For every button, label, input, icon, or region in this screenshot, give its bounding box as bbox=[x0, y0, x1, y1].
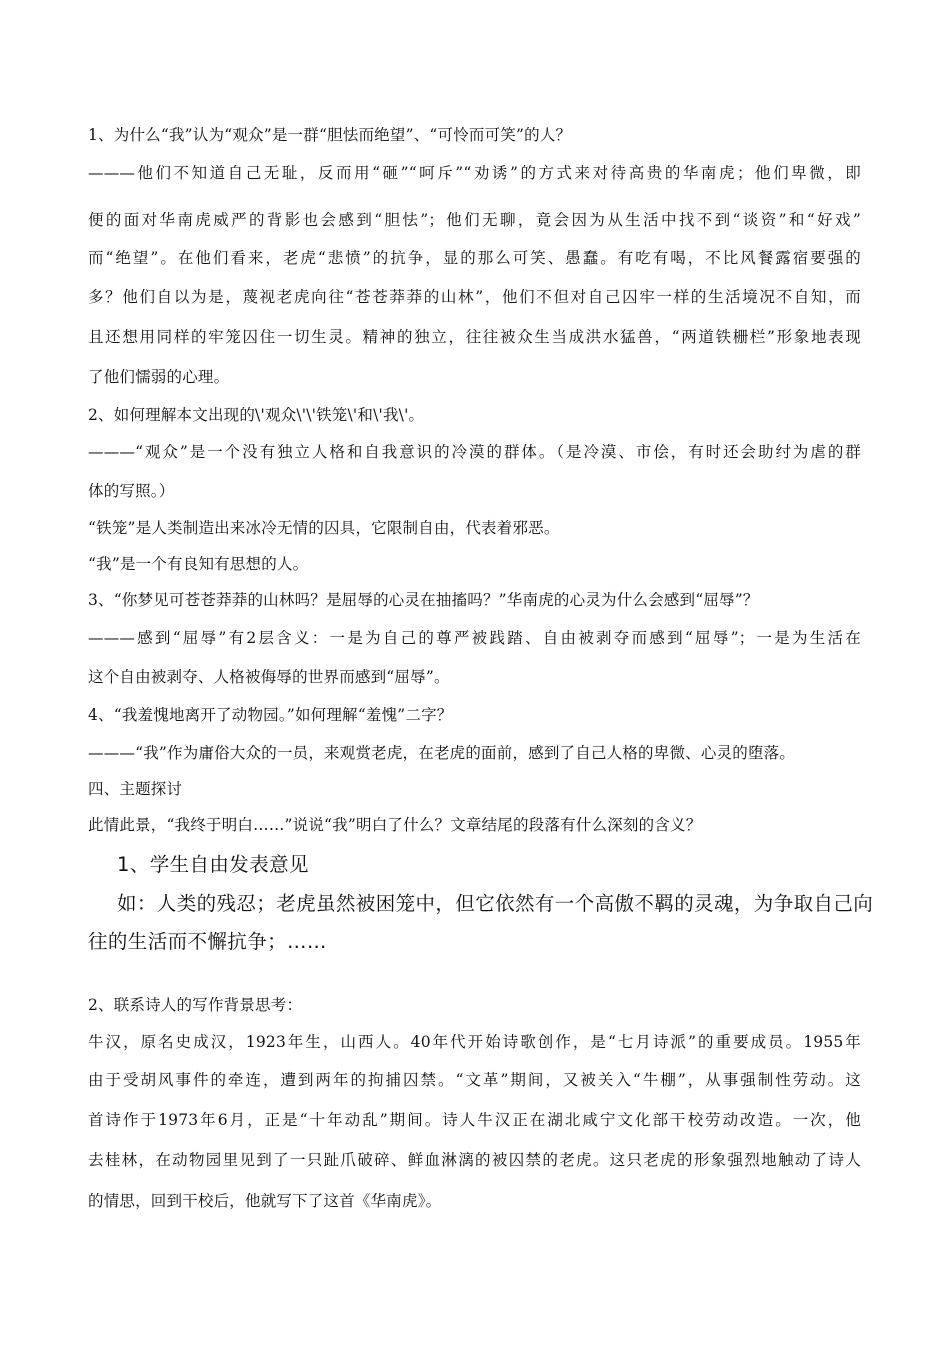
answer-1-line-2: 便的面对华南虎威严的背影也会感到“胆怯”；他们无聊，竟会因为从生活中找不到“谈资”和“好戏” bbox=[88, 211, 861, 229]
point-1-title: 1、学生自由发表意见 bbox=[117, 853, 309, 876]
answer-2-line-4: “我”是一个有良知有思想的人。 bbox=[88, 555, 309, 573]
question-1: 1、为什么“我”认为“观众”是一群“胆怯而绝望”、“可怜而可笑”的人？ bbox=[88, 126, 572, 144]
answer-1-line-3: 而“绝望”。在他们看来，老虎“悲愤”的抗争，显的那么可笑、愚蠢。有吃有喝，不比风餐露宿要强的 bbox=[88, 249, 861, 267]
answer-2-line-1: ———“观众”是一个没有独立人格和自我意识的冷漠的群体。（是冷漠、市侩，有时还会助纣为虐的群 bbox=[88, 443, 861, 461]
answer-3-line-2: 这个自由被剥夺、人格被侮辱的世界而感到“屈辱”。 bbox=[88, 668, 450, 686]
background-line-1: 牛汉，原名史成汉，1923年生，山西人。40年代开始诗歌创作，是“七月诗派”的重要成员。1955年 bbox=[88, 1033, 861, 1051]
point-1-line-1: 如：人类的残忍；老虎虽然被困笼中，但它依然有一个高傲不羁的灵魂，为争取自己向 bbox=[117, 892, 874, 915]
question-3: 3、“你梦见可苍苍莽莽的山林吗？是屈辱的心灵在抽搐吗？”华南虎的心灵为什么会感到“屈辱”？ bbox=[88, 591, 759, 609]
point-1-line-2: 往的生活而不懈抗争；…… bbox=[88, 930, 327, 953]
section-heading: 四、主题探讨 bbox=[88, 780, 183, 798]
question-2: 2、如何理解本文出现的\'观众\'\'铁笼\'和\'我\'。 bbox=[88, 406, 425, 424]
answer-2-line-3: “铁笼”是人类制造出来冰冷无情的囚具，它限制自由，代表着邪恶。 bbox=[88, 519, 560, 537]
answer-1-line-5: 且还想用同样的牢笼囚住一切生灵。精神的独立，往往被众生当成洪水猛兽，“两道铁栅栏”形象地表现 bbox=[88, 328, 861, 346]
question-4: 4、“我羞愧地离开了动物园。”如何理解“羞愧”二字？ bbox=[88, 706, 453, 724]
point-2-title: 2、联系诗人的写作背景思考： bbox=[88, 996, 303, 1014]
answer-4-line-1: ———“我”作为庸俗大众的一员，来观赏老虎，在老虎的面前，感到了自己人格的卑微、心灵的堕落。 bbox=[88, 744, 796, 762]
background-line-2: 由于受胡风事件的牵连，遭到两年的拘捕囚禁。“文革”期间，又被关入“牛棚”，从事强制性劳动。这 bbox=[88, 1071, 861, 1089]
answer-2-line-2: 体的写照。） bbox=[88, 482, 175, 500]
answer-1-line-6: 了他们懦弱的心理。 bbox=[88, 368, 230, 386]
answer-3-line-1: ———感到“屈辱”有2层含义：一是为自己的尊严被践踏、自由被剥夺而感到“屈辱”；一是为生活在 bbox=[88, 629, 861, 647]
discussion-prompt: 此情此景，“我终于明白……”说说“我”明白了什么？文章结尾的段落有什么深刻的含义？ bbox=[88, 816, 702, 834]
answer-1-line-4: 多？他们自以为是，蔑视老虎向往“苍苍莽莽的山林”，他们不但对自己囚牢一样的生活境况不自知，而 bbox=[88, 288, 861, 306]
background-line-4: 去桂林，在动物园里见到了一只趾爪破碎、鲜血淋漓的被囚禁的老虎。这只老虎的形象强烈地触动了诗人 bbox=[88, 1151, 861, 1169]
background-line-3: 首诗作于1973年6月，正是“十年动乱”期间。诗人牛汉正在湖北咸宁文化部干校劳动改造。一次，他 bbox=[88, 1111, 861, 1129]
background-line-5: 的情思，回到干校后，他就写下了这首《华南虎》。 bbox=[88, 1192, 442, 1210]
answer-1-line-1: ———他们不知道自己无耻，反而用“砸”“呵斥”“劝诱”的方式来对待高贵的华南虎；他们卑微，即 bbox=[88, 164, 861, 182]
